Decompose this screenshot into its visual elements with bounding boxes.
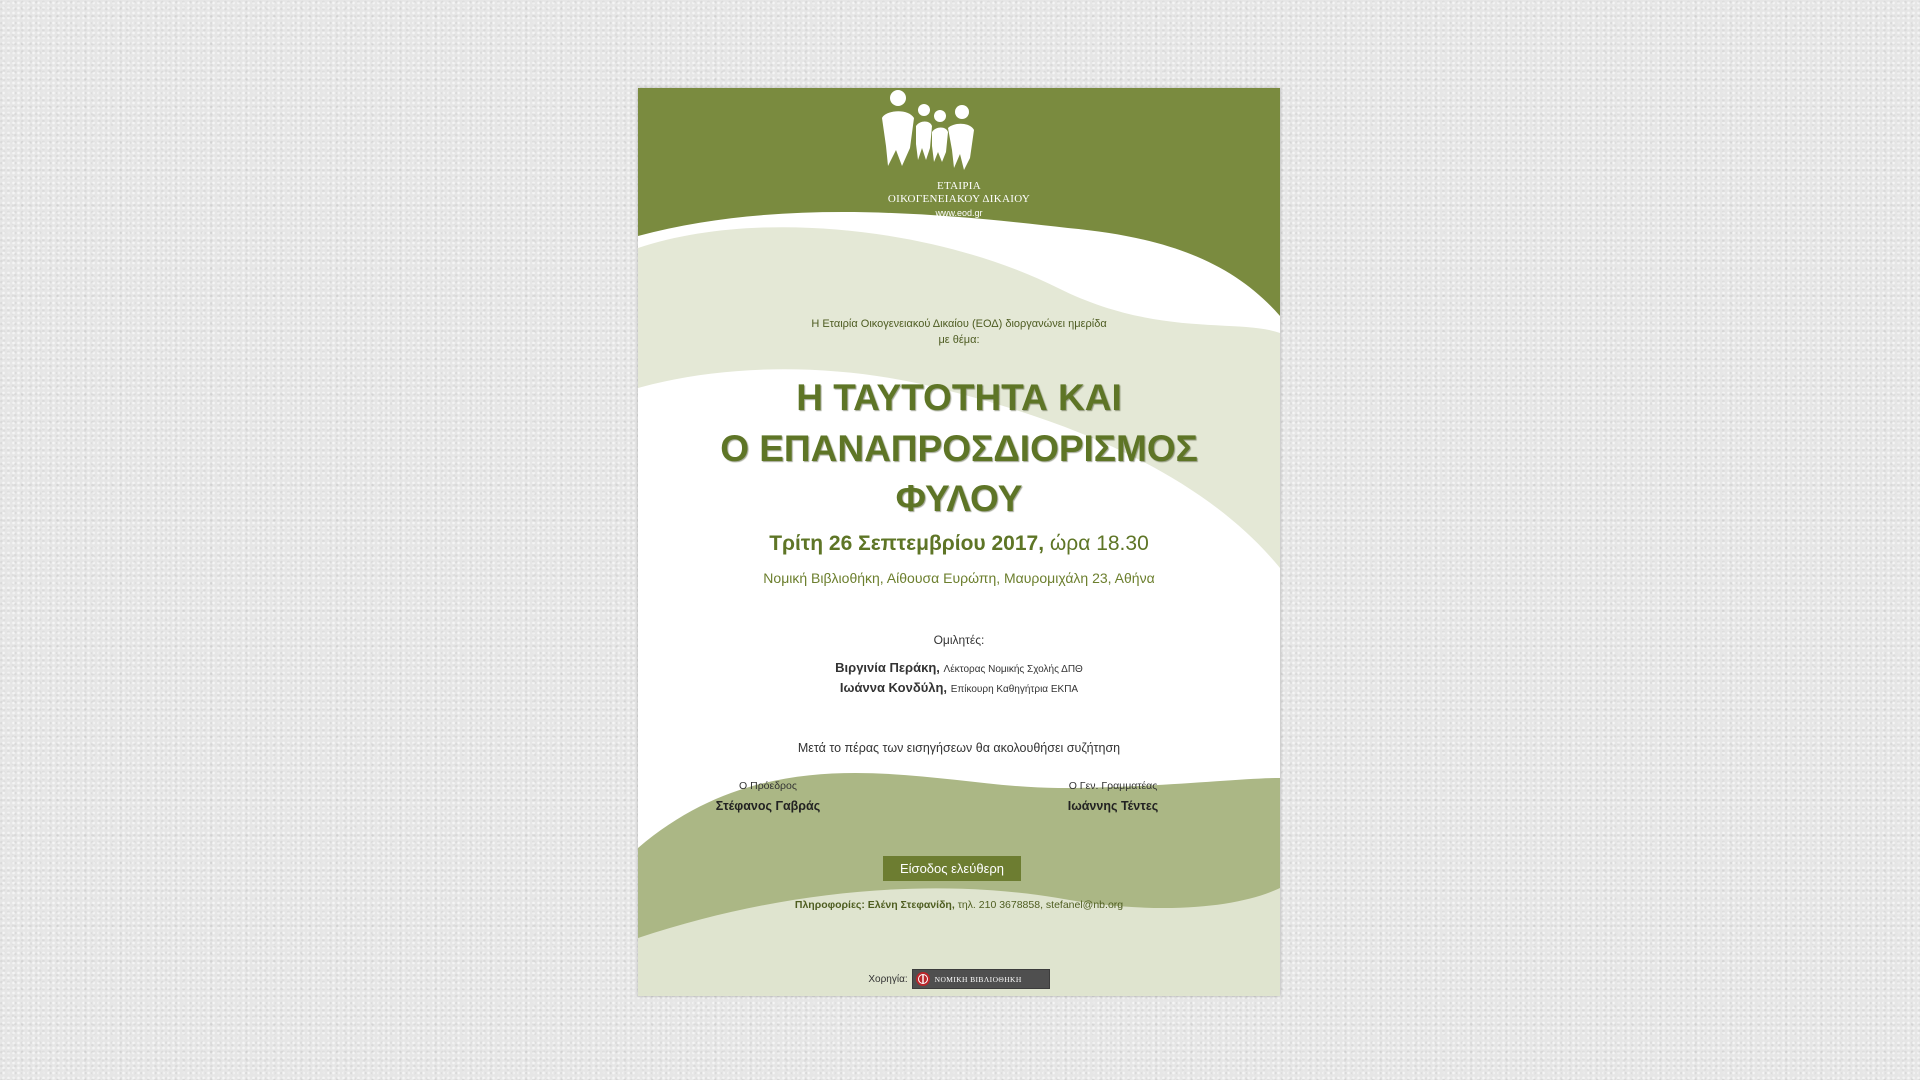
secretary-name: Ιωάννης Τέντες	[1067, 799, 1159, 813]
event-title-line3: ΦΥΛΟΥ	[895, 478, 1023, 519]
event-time: ώρα 18.30	[1049, 532, 1149, 555]
family-icon	[872, 88, 982, 178]
event-title-line2: Ο ΕΠΑΝΑΠΡΟΣΔΙΟΡΙΣΜΟΣ	[720, 428, 1198, 469]
speaker-name: Ιωάννα Κονδύλη,	[839, 680, 948, 695]
event-date	[638, 532, 1280, 556]
president-name: Στέφανος Γαβράς	[715, 799, 821, 813]
info-label: Πληροφορίες: Ελένη Στεφανίδη,	[794, 899, 955, 911]
speakers-label: Ομιλητές:	[933, 633, 985, 647]
org-name-line2: ΟΙΚΟΓΕΝΕΙΑΚΟΥ ΔΙΚΑΙΟΥ	[887, 193, 1031, 205]
intro-line1: Η Εταιρία Οικογενειακού Δικαίου (ΕΟΔ) διοργανώνει ημερίδα	[811, 318, 1107, 330]
org-name-line1: ΕΤΑΙΡΙΑ	[937, 180, 981, 192]
sponsor-logo	[912, 969, 1050, 989]
discussion-note: Μετά το πέρας των εισηγήσεων θα ακολουθήσει συζήτηση	[797, 741, 1121, 755]
free-entry-badge: Είσοδος ελεύθερη	[883, 856, 1021, 881]
sponsor-label: Χορηγία:	[868, 973, 908, 985]
intro-line2: με θέμα:	[938, 334, 980, 346]
speaker-item	[638, 660, 1280, 675]
event-date-text: Τρίτη 26 Σεπτεμβρίου 2017,	[769, 532, 1045, 555]
speaker-role: Λέκτορας Νομικής Σχολής ΔΠΘ	[943, 664, 1083, 675]
info-line	[638, 899, 1280, 911]
event-poster	[638, 88, 1280, 996]
sponsor-row	[638, 970, 1280, 988]
event-venue: Νομική Βιβλιοθήκη, Αίθουσα Ευρώπη, Μαυρομιχάλη 23, Αθήνα	[763, 570, 1155, 586]
nomiki-vivliothiki-emblem-icon	[915, 971, 931, 987]
event-title-line1: Η ΤΑΥΤΟΤΗΤΑ ΚΑΙ	[796, 377, 1122, 418]
speaker-name: Βιργινία Περάκη,	[835, 660, 940, 675]
org-url: www.eod.gr	[935, 208, 983, 218]
sponsor-name: ΝΟΜΙΚΗ ΒΙΒΛΙΟΘΗΚΗ	[934, 974, 1022, 984]
speaker-role: Επίκουρη Καθηγήτρια ΕΚΠΑ	[950, 684, 1079, 695]
president-role: Ο Πρόεδρος	[739, 780, 797, 792]
speaker-item	[638, 680, 1280, 695]
info-contact: τηλ. 210 3678858, stefanel@nb.org	[957, 899, 1124, 911]
secretary-role: Ο Γεν. Γραμματέας	[1068, 780, 1158, 792]
